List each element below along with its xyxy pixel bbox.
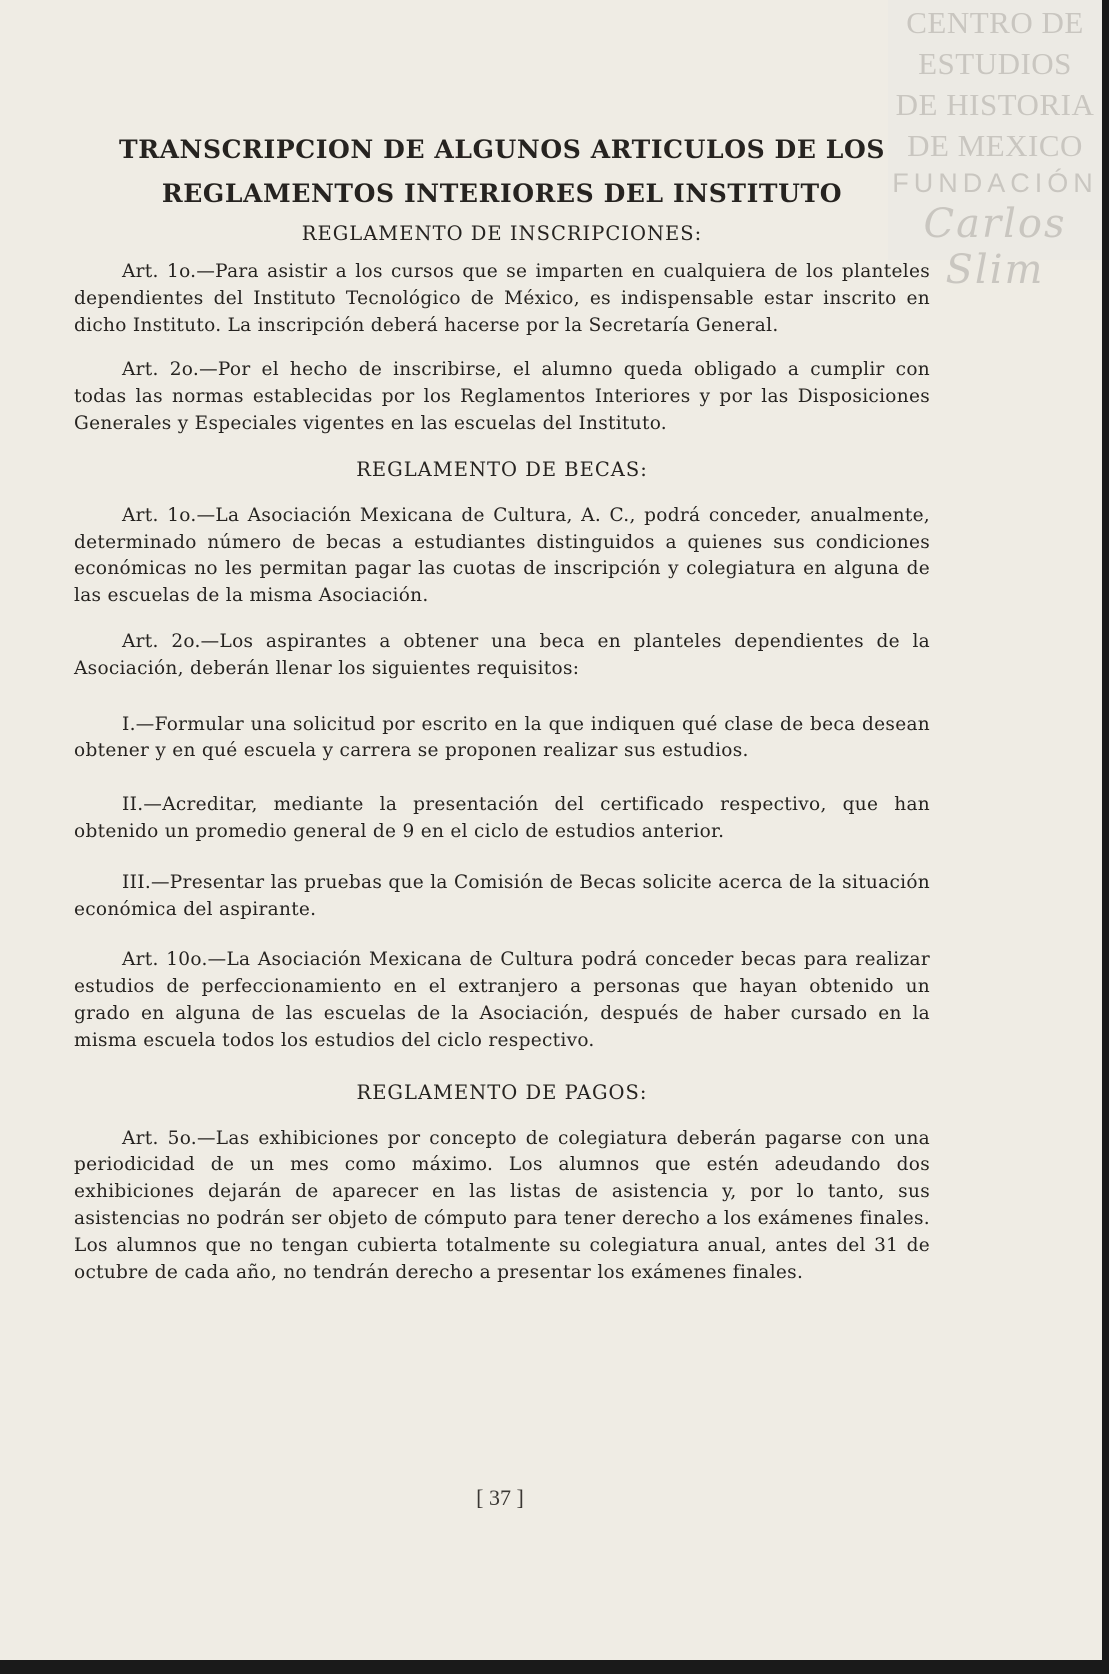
watermark-foundation: FUNDACIÓN: [892, 168, 1098, 198]
article-paragraph: Art. 5o.—Las exhibiciones por concepto de colegiatura deberán pagarse con una periodicidad de un mes como máximo. Los alumnos que estén adeudando dos exhibiciones dejarán de aparecer en las listas de asistencia y, por lo tanto, sus asistencias no podrán ser objeto de cómputo para tener derecho a los exámenes finales. Los alumnos que no tengan cubierta totalmente su colegiatura anual, antes del 31 de octubre de cada año, no tendrán derecho a presentar los exámenes finales.: [74, 1127, 930, 1283]
requirement-item: I.—Formular una solicitud por escrito en la que indiquen qué clase de beca desean obtener y en qué escuela y carrera se proponen realizar sus estudios.: [74, 713, 930, 762]
article-paragraph: Art. 1o.—La Asociación Mexicana de Cultura, A. C., podrá conceder, anualmente, determinado número de becas a estudiantes distinguidos a quienes sus condiciones económicas no les permitan pagar las cuotas de inscripción y colegiatura en alguna de las escuelas de la misma Asociación.: [74, 504, 930, 607]
requirement-item: II.—Acreditar, mediante la presentación del certificado respectivo, que han obtenido un promedio general de 9 en el ciclo de estudios anterior.: [74, 794, 930, 842]
watermark-line: CENTRO DE: [906, 5, 1084, 40]
watermark-line: ESTUDIOS: [918, 46, 1072, 81]
title-line-1: TRANSCRIPCION DE ALGUNOS ARTICULOS DE LOS: [118, 135, 886, 164]
requirement-item: III.—Presentar las pruebas que la Comisión de Becas solicite acerca de la situación económica del aspirante.: [74, 871, 930, 920]
watermark-line: DE MEXICO: [907, 128, 1083, 163]
article-paragraph: Art. 1o.—Para asistir a los cursos que se imparten en cualquiera de los planteles dependientes del Instituto Tecnológico de México, es indispensable estar inscrito en dicho Instituto. La inscripción deberá hacerse por la Secretaría General.: [74, 261, 930, 336]
article-paragraph: Art. 2o.—Los aspirantes a obtener una beca en planteles dependientes de la Asociación, deberán llenar los siguientes requisitos:: [74, 630, 930, 679]
watermark-signature: Carlos Slim: [923, 201, 1067, 293]
watermark-line: DE HISTORIA: [895, 87, 1095, 122]
section-heading-inscripciones: REGLAMENTO DE INSCRIPCIONES:: [301, 222, 703, 245]
article-paragraph: Art. 10o.—La Asociación Mexicana de Cultura podrá conceder becas para realizar estudios de perfeccionamiento en el extranjero a personas que hayan obtenido un grado en alguna de las escuelas de la Asociación, después de haber cursado en la misma escuela todos los estudios del ciclo respectivo.: [74, 949, 930, 1051]
page-number: [ 37 ]: [476, 1485, 524, 1510]
section-heading-pagos: REGLAMENTO DE PAGOS:: [356, 1080, 648, 1104]
document-body: [74, 128, 930, 1286]
article-paragraph: Art. 2o.—Por el hecho de inscribirse, el alumno queda obligado a cumplir con todas las normas establecidas por los Reglamentos Interiores y por las Disposiciones Generales y Especiales vigentes en las escuelas del Instituto.: [74, 359, 930, 434]
section-heading-becas: REGLAMENTO DE BECAS:: [356, 457, 648, 481]
title-line-2: REGLAMENTOS INTERIORES DEL INSTITUTO: [161, 179, 843, 208]
page-title: [74, 128, 930, 216]
